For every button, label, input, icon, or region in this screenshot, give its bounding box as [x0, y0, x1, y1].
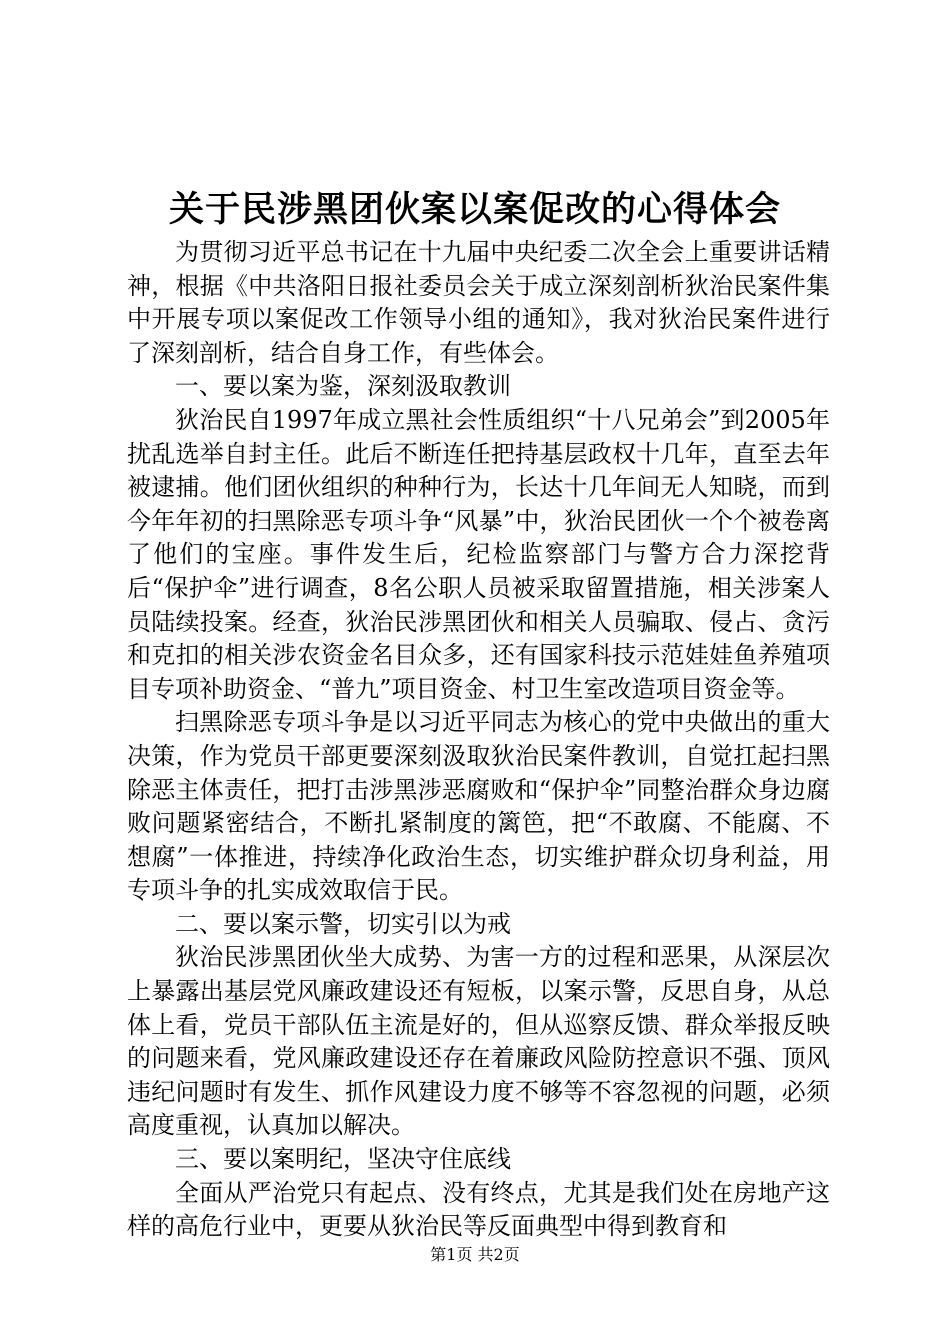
body-paragraph: 全面从严治党只有起点、没有终点，尤其是我们处在房地产这样的高危行业中，更要从狄治民等反面典型中得到教育和: [127, 1178, 830, 1241]
document-body: [127, 236, 830, 1244]
section-heading-3: 三、要以案明纪，坚决守住底线: [175, 1145, 511, 1174]
body-paragraph: 扫黑除恶专项斗争是以习近平同志为核心的党中央做出的重大决策，作为党员干部更要深刻汲取狄治民案件教训，自觉扛起扫黑除恶主体责任，把打击涉黑涉恶腐败和“保护伞”同整治群众身边腐败问题紧密结合，不断扎紧制度的篱笆，把“不敢腐、不能腐、不想腐”一体推进，持续净化政治生态，切实维护群众切身利益，用专项斗争的扎实成效取信于民。: [127, 708, 830, 905]
body-paragraph: 狄治民涉黑团伙坐大成势、为害一方的过程和恶果，从深层次上暴露出基层党风廉政建设还有短板，以案示警，反思自身，从总体上看，党员干部队伍主流是好的，但从巡察反馈、群众举报反映的问题来看，党风廉政建设还存在着廉政风险防控意识不强、顶风违纪问题时有发生、抓作风建设力度不够等不容忽视的问题，必须高度重视，认真加以解决。: [127, 943, 830, 1140]
document-title: 关于民涉黑团伙案以案促改的心得体会: [168, 189, 781, 230]
intro-paragraph: 为贯彻习近平总书记在十九届中央纪委二次全会上重要讲话精神，根据《中共洛阳日报社委员会关于成立深刻剖析狄治民案件集中开展专项以案促改工作领导小组的通知》，我对狄治民案件进行了深刻剖析，结合自身工作，有些体会。: [127, 238, 830, 367]
page-footer: 第1页 共2页: [430, 1245, 520, 1264]
body-paragraph: 狄治民自1997年成立黑社会性质组织“十八兄弟会”到2005年扰乱选举自封主任。此后不断连任把持基层政权十几年，直至去年被逮捕。他们团伙组织的种种行为，长达十几年间无人知晓，而到今年年初的扫黑除恶专项斗争“风暴”中，狄治民团伙一个个被卷离了他们的宝座。事件发生后，纪检监察部门与警方合力深挖背后“保护伞”进行调查，8名公职人员被采取留置措施，相关涉案人员陆续投案。经查，狄治民涉黑团伙和相关人员骗取、侵占、贪污和克扣的相关涉农资金名目众多，还有国家科技示范娃娃鱼养殖项目专项补助资金、“普九”项目资金、村卫生室改造项目资金等。: [127, 405, 830, 703]
section-heading-2: 二、要以案示警，切实引以为戒: [175, 909, 511, 938]
section-heading-1: 一、要以案为鉴，深刻汲取教训: [175, 372, 511, 401]
